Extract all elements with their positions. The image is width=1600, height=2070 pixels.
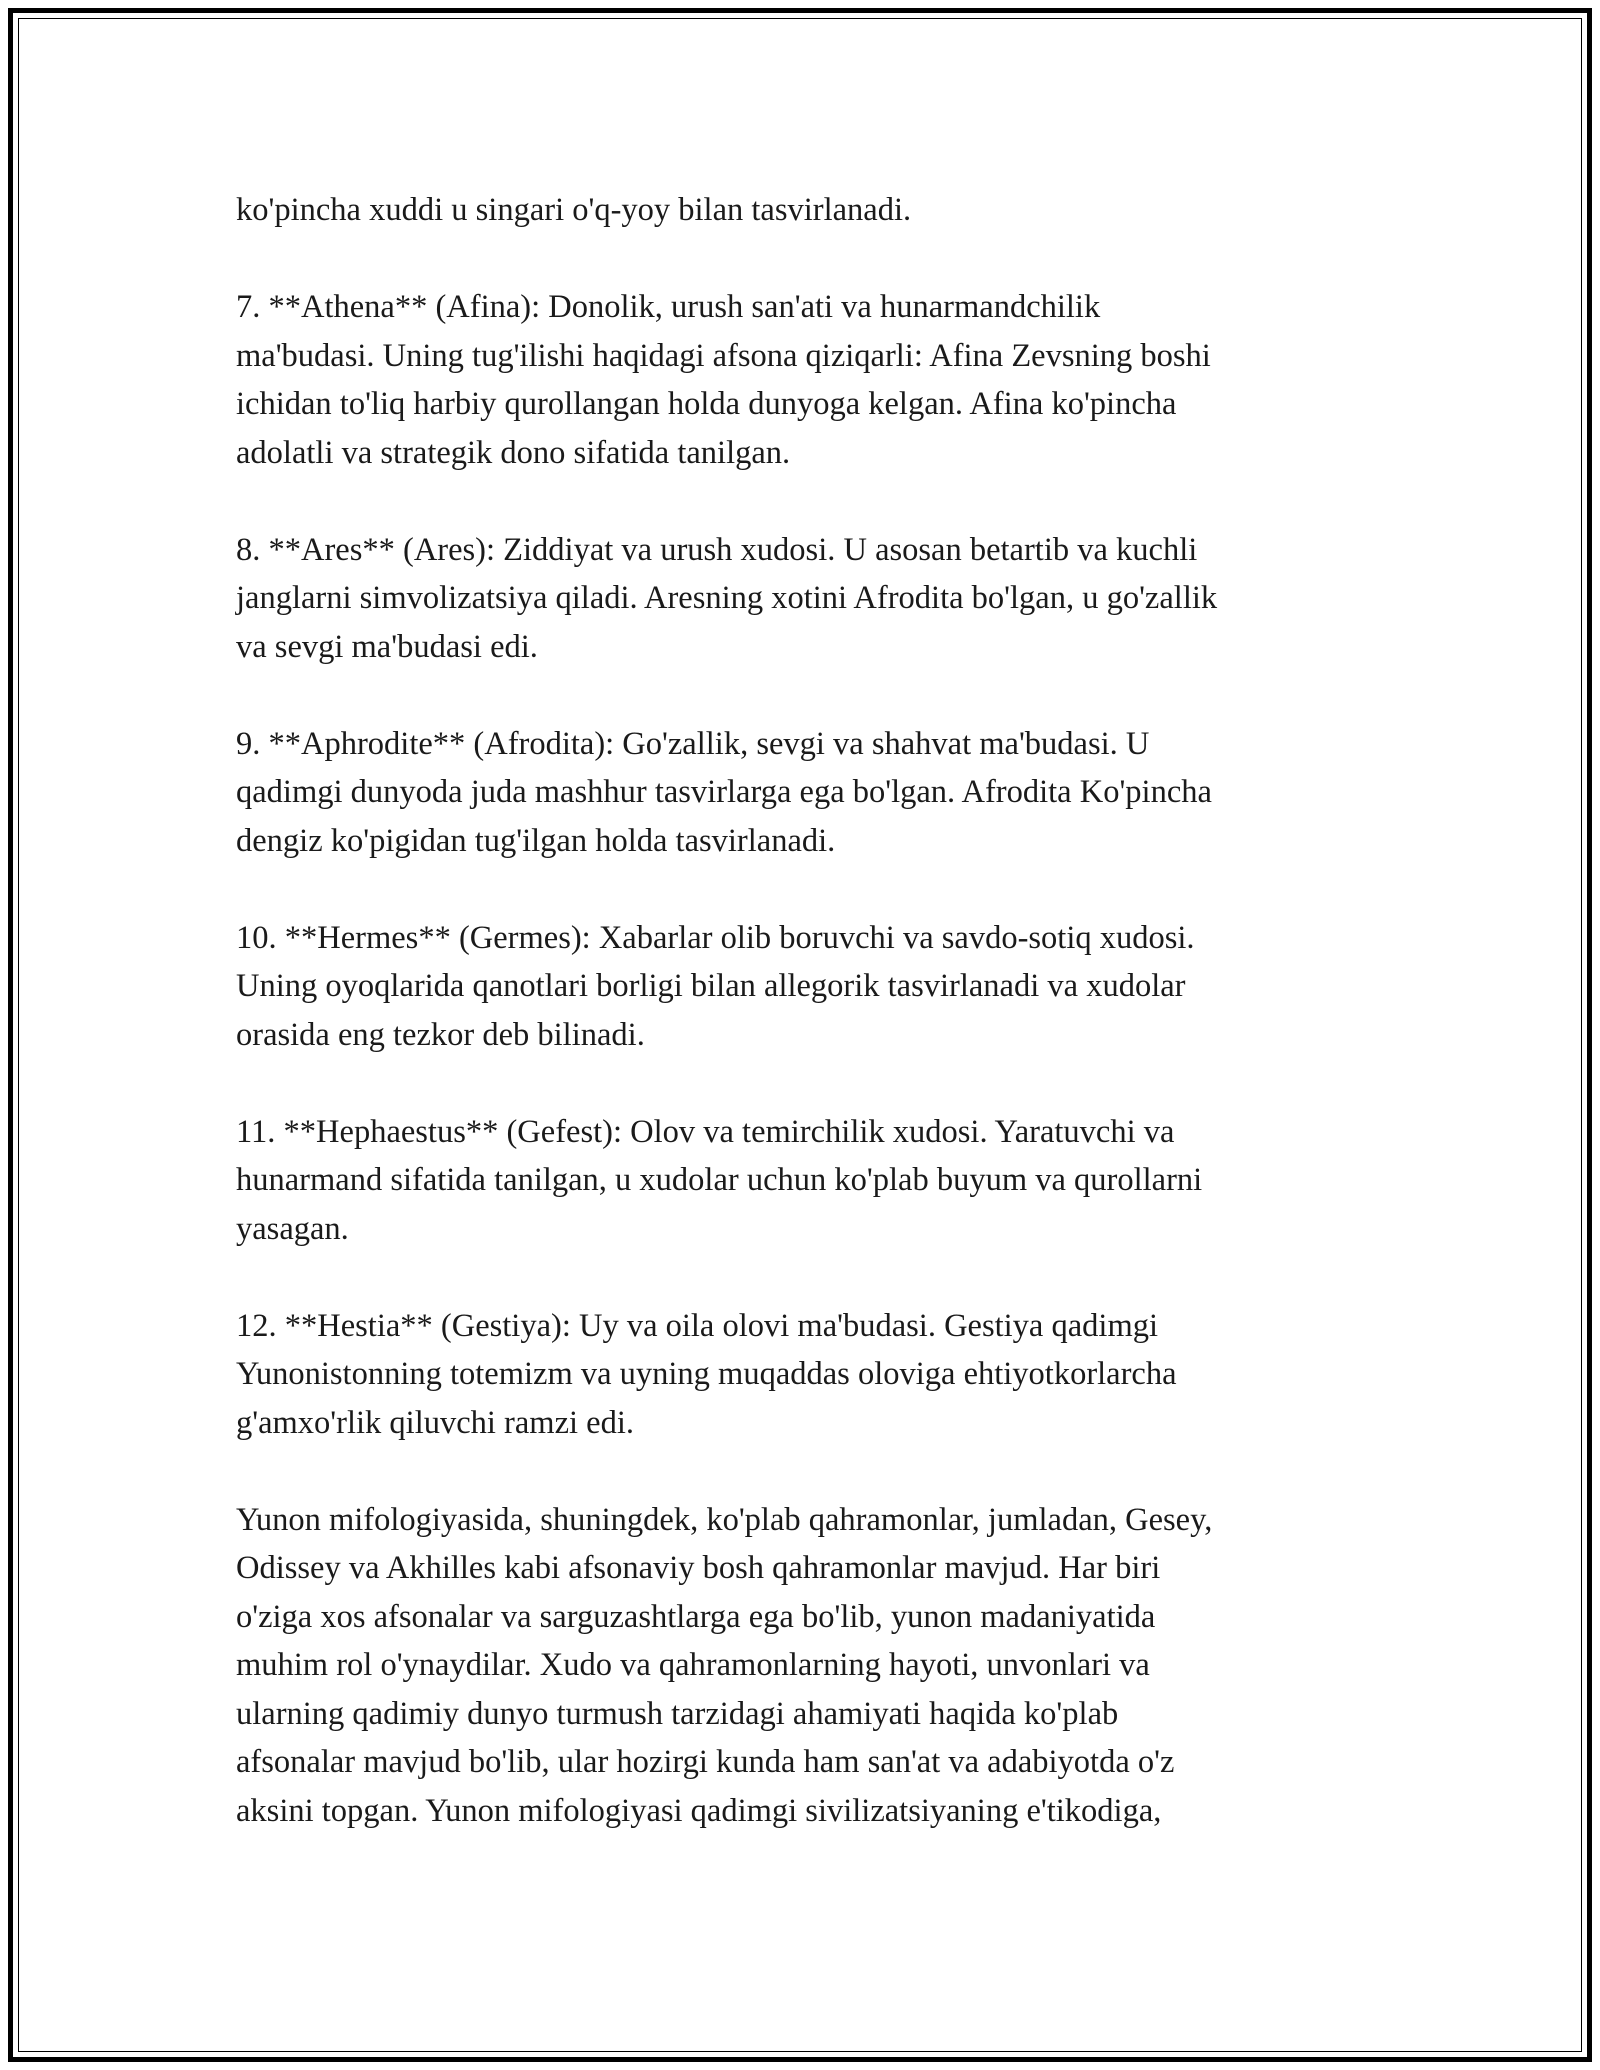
text-line: ma'budasi. Uning tug'ilishi haqidagi afsona qiziqarli: Afina Zevsning boshi	[236, 337, 1211, 374]
paragraph-ares	[236, 526, 1371, 672]
paragraph-gap	[236, 235, 1371, 284]
document-body	[236, 186, 1371, 1835]
text-line: ko'pincha xuddi u singari o'q-yoy bilan tasvirlanadi.	[236, 192, 912, 228]
text-line: 9. **Aphrodite** (Afrodita): Go'zallik, sevgi va shahvat ma'budasi. U	[236, 725, 1150, 762]
text-line: Yunonistonning totemizm va uyning muqaddas oloviga ehtiyotkorlarcha	[236, 1356, 1177, 1392]
paragraph-athena	[236, 283, 1371, 477]
paragraph-heroes	[236, 1496, 1371, 1836]
text-line: yasagan.	[236, 1210, 349, 1247]
text-line: 7. **Athena** (Afina): Donolik, urush san'ati va hunarmandchilik	[236, 289, 1101, 325]
text-line: janglarni simvolizatsiya qiladi. Aresning xotini Afrodita bo'lgan, u go'zallik	[236, 580, 1218, 616]
paragraph-continuation	[236, 186, 1371, 235]
paragraph-gap	[236, 1253, 1371, 1302]
paragraph-hephaestus	[236, 1108, 1371, 1254]
text-line: Yunon mifologiyasida, shuningdek, ko'plab qahramonlar, jumladan, Gesey,	[236, 1501, 1213, 1538]
text-line: o'ziga xos afsonalar va sarguzashtlarga ega bo'lib, yunon madaniyatida	[236, 1598, 1156, 1635]
text-line: 12. **Hestia** (Gestiya): Uy va oila olovi ma'budasi. Gestiya qadimgi	[236, 1307, 1158, 1344]
paragraph-gap	[236, 865, 1371, 914]
paragraph-hestia	[236, 1302, 1371, 1448]
text-line: 10. **Hermes** (Germes): Xabarlar olib boruvchi va savdo-sotiq xudosi.	[236, 919, 1195, 956]
text-line: va sevgi ma'budasi edi.	[236, 628, 538, 665]
text-line: ichidan to'liq harbiy qurollangan holda dunyoga kelgan. Afina ko'pincha	[236, 386, 1177, 422]
text-line: g'amxo'rlik qiluvchi ramzi edi.	[236, 1404, 634, 1441]
text-line: orasida eng tezkor deb bilinadi.	[236, 1016, 645, 1053]
text-line: Odissey va Akhilles kabi afsonaviy bosh qahramonlar mavjud. Har biri	[236, 1550, 1161, 1586]
paragraph-aphrodite	[236, 720, 1371, 866]
text-line: dengiz ko'pigidan tug'ilgan holda tasvirlanadi.	[236, 822, 836, 859]
text-line: 11. **Hephaestus** (Gefest): Olov va temirchilik xudosi. Yaratuvchi va	[236, 1113, 1175, 1150]
paragraph-gap	[236, 1447, 1371, 1496]
text-line: 8. **Ares** (Ares): Ziddiyat va urush xudosi. U asosan betartib va kuchli	[236, 531, 1198, 568]
text-line: aksini topgan. Yunon mifologiyasi qadimgi sivilizatsiyaning e'tikodiga,	[236, 1792, 1162, 1829]
text-line: Uning oyoqlarida qanotlari borligi bilan allegorik tasvirlanadi va xudolar	[236, 968, 1186, 1004]
text-line: ularning qadimiy dunyo turmush tarzidagi ahamiyati haqida ko'plab	[236, 1695, 1119, 1732]
paragraph-gap	[236, 671, 1371, 720]
text-line: adolatli va strategik dono sifatida tanilgan.	[236, 434, 791, 471]
paragraph-hermes	[236, 914, 1371, 1060]
text-line: qadimgi dunyoda juda mashhur tasvirlarga ega bo'lgan. Afrodita Ko'pincha	[236, 774, 1212, 810]
paragraph-gap	[236, 1059, 1371, 1108]
text-line: hunarmand sifatida tanilgan, u xudolar uchun ko'plab buyum va qurollarni	[236, 1162, 1203, 1198]
paragraph-gap	[236, 477, 1371, 526]
text-line: afsonalar mavjud bo'lib, ular hozirgi kunda ham san'at va adabiyotda o'z	[236, 1744, 1175, 1780]
text-line: muhim rol o'ynaydilar. Xudo va qahramonlarning hayoti, unvonlari va	[236, 1647, 1150, 1683]
